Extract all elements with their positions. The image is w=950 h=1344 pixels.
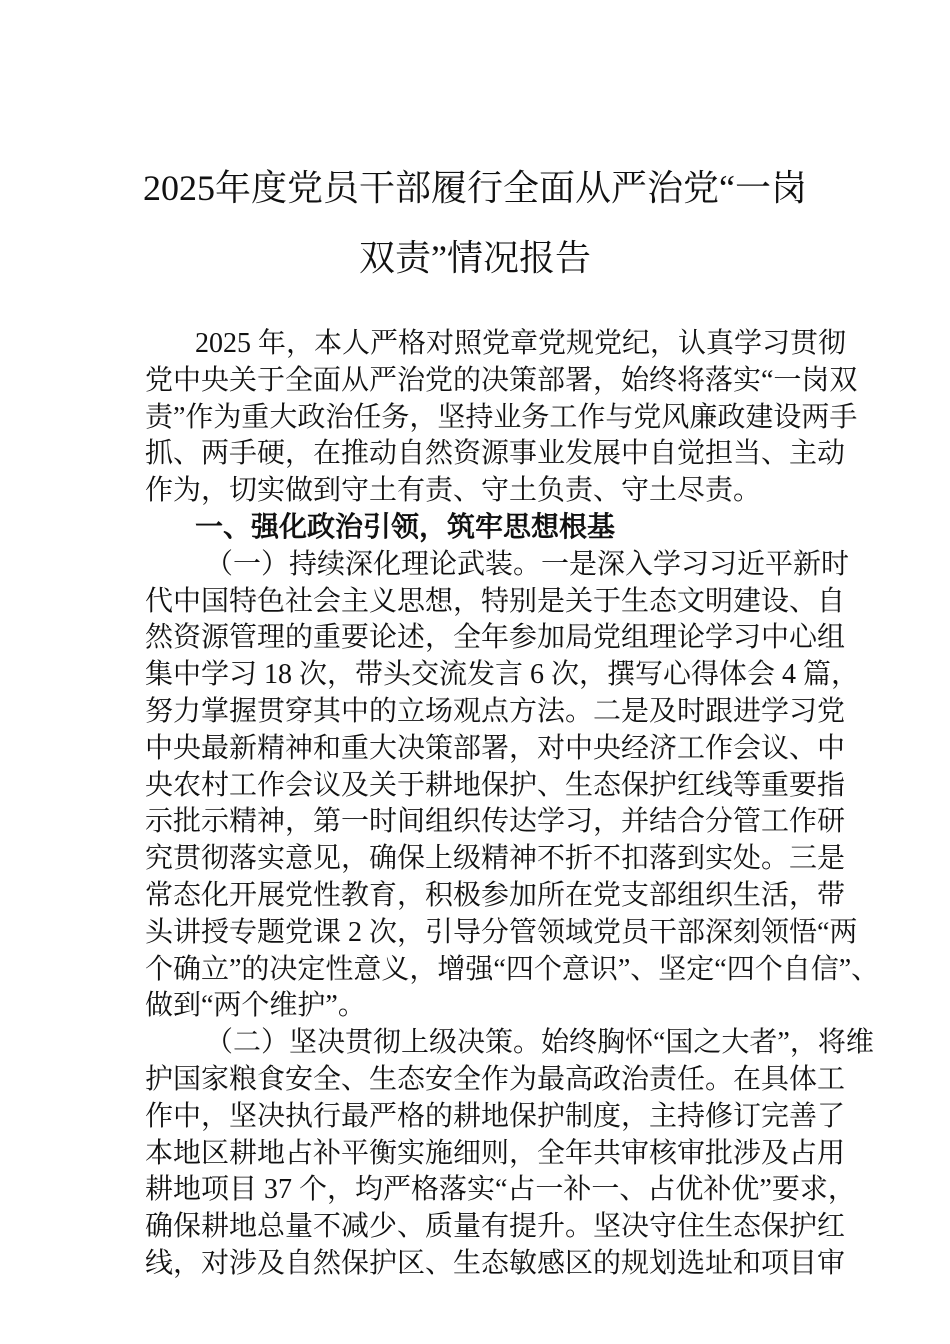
text-line: 头讲授专题党课 2 次，引导分管领域党员干部深刻领悟“两 xyxy=(145,916,858,948)
text-line: 2025 年，本人严格对照党章党规党纪，认真学习贯彻 xyxy=(195,328,847,359)
text-line: 示批示精神，第一时间组织传达学习，并结合分管工作研 xyxy=(145,806,846,838)
text-line: 线，对涉及自然保护区、生态敏感区的规划选址和项目审 xyxy=(145,1247,846,1279)
document-title-line-1: 2025年度党员干部履行全面从严治党“一岗 xyxy=(143,168,807,208)
text-line: （一）持续深化理论武装。一是深入学习习近平新时 xyxy=(205,548,850,580)
text-line: 代中国特色社会主义思想，特别是关于生态文明建设、自 xyxy=(145,585,846,617)
text-line: 确保耕地总量不减少、质量有提升。坚决守住生态保护红 xyxy=(145,1211,846,1243)
text-line: 党中央关于全面从严治党的决策部署，始终将落实“一岗双 xyxy=(145,364,858,396)
text-line: 作中，坚决执行最严格的耕地保护制度，主持修订完善了 xyxy=(145,1100,846,1132)
text-line: 个确立”的决定性意义，增强“四个意识”、坚定“四个自信”、 xyxy=(145,953,880,985)
text-line: 集中学习 18 次，带头交流发言 6 次，撰写心得体会 4 篇， xyxy=(145,659,860,691)
document-title-line-2: 双责”情况报告 xyxy=(359,238,591,278)
section-heading xyxy=(145,510,805,547)
subsection-2-paragraph xyxy=(145,1025,874,1283)
text-line: 中央最新精神和重大决策部署，对中央经济工作会议、中 xyxy=(145,732,846,764)
text-line: 究贯彻落实意见，确保上级精神不折不扣落到实处。三是 xyxy=(145,843,846,875)
text-line: 一、强化政治引领，筑牢思想根基 xyxy=(195,511,616,543)
text-line: 常态化开展党性教育，积极参加所在党支部组织生活，带 xyxy=(145,879,846,911)
document-body xyxy=(145,326,880,1283)
text-line: 本地区耕地占补平衡实施细则，全年共审核审批涉及占用 xyxy=(145,1137,846,1169)
text-line: 护国家粮食安全、生态安全作为最高政治责任。在具体工 xyxy=(145,1063,846,1095)
intro-paragraph xyxy=(145,326,858,510)
text-line: （二）坚决贯彻上级决策。始终胸怀“国之大者”，将维 xyxy=(205,1027,874,1059)
text-line: 责”作为重大政治任务，坚持业务工作与党风廉政建设两手 xyxy=(145,401,858,433)
text-line: 努力掌握贯穿其中的立场观点方法。二是及时跟进学习党 xyxy=(145,695,846,727)
text-line: 央农村工作会议及关于耕地保护、生态保护红线等重要指 xyxy=(145,769,846,801)
text-line: 作为，切实做到守土有责、守土负责、守土尽责。 xyxy=(145,475,762,507)
text-line: 抓、两手硬，在推动自然资源事业发展中自觉担当、主动 xyxy=(145,438,846,470)
text-line: 然资源管理的重要论述，全年参加局党组理论学习中心组 xyxy=(145,622,846,654)
text-line: 做到“两个维护”。 xyxy=(145,990,366,1022)
text-line: 耕地项目 37 个，均严格落实“占一补一、占优补优”要求， xyxy=(145,1174,856,1206)
subsection-1-paragraph xyxy=(145,547,880,1025)
